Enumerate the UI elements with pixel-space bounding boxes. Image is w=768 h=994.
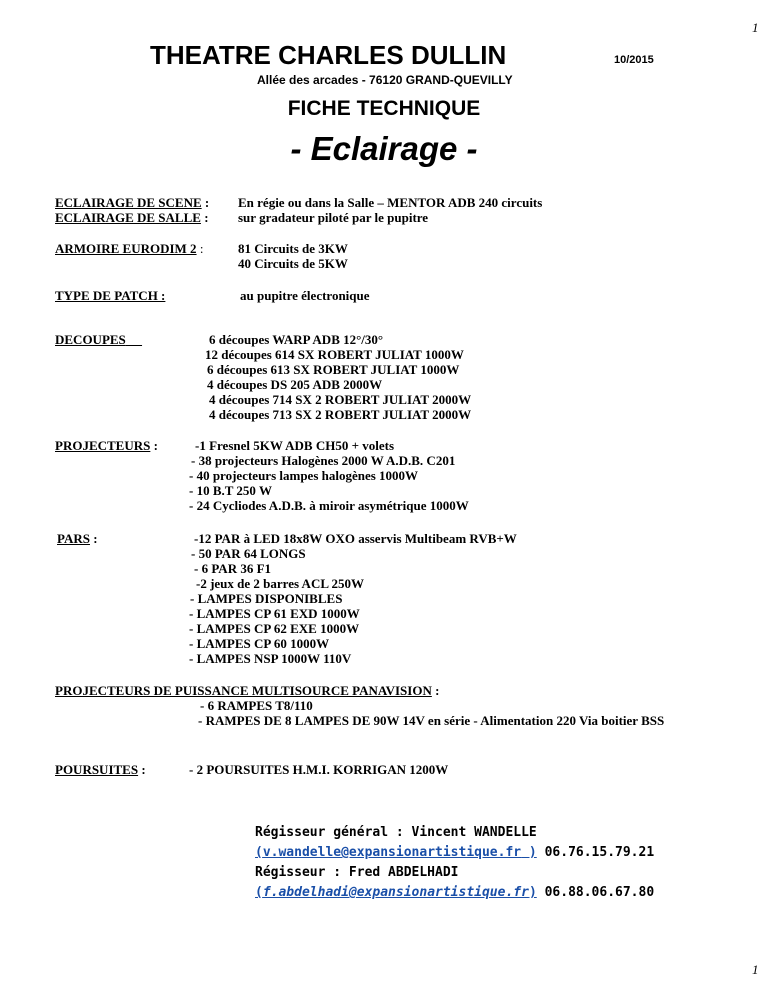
- list-item: -2 jeux de 2 barres ACL 250W: [196, 576, 365, 591]
- pars-list: [189, 531, 517, 666]
- theatre-title: THEATRE CHARLES DULLIN: [150, 40, 507, 70]
- list-item: - LAMPES DISPONIBLES: [190, 591, 343, 606]
- projecteurs-label: PROJECTEURS :: [55, 438, 158, 453]
- list-item: 40 Circuits de 5KW: [238, 256, 348, 271]
- list-item: -12 PAR à LED 18x8W OXO asservis Multibeam RVB+W: [194, 531, 517, 546]
- eclairage-scene-value: En régie ou dans la Salle – MENTOR ADB 240 circuits: [238, 195, 543, 210]
- projecteurs-list: [189, 438, 469, 513]
- list-item: - LAMPES CP 62 EXE 1000W: [189, 621, 360, 636]
- list-item: - 6 RAMPES T8/110: [200, 698, 313, 713]
- regisseur-general: Régisseur général : Vincent WANDELLE: [255, 825, 537, 840]
- list-item: 81 Circuits de 3KW: [238, 241, 348, 256]
- list-item: - LAMPES NSP 1000W 110V: [189, 651, 352, 666]
- list-item: - LAMPES CP 61 EXD 1000W: [189, 606, 360, 621]
- list-item: 4 découpes 714 SX 2 ROBERT JULIAT 2000W: [209, 392, 472, 407]
- contact-line-1: (v.wandelle@expansionartistique.fr ) 06.76.15.79.21: [255, 845, 655, 860]
- list-item: - 6 PAR 36 F1: [194, 561, 272, 576]
- list-item: 12 découpes 614 SX ROBERT JULIAT 1000W: [205, 347, 464, 362]
- poursuites-label: POURSUITES :: [55, 762, 146, 777]
- list-item: - 40 projecteurs lampes halogènes 1000W: [189, 468, 419, 483]
- decoupes-label: DECOUPES: [55, 332, 126, 347]
- email-link-wandelle[interactable]: v.wandelle@expansionartistique.fr: [262, 845, 522, 860]
- patch-label: TYPE DE PATCH :: [55, 288, 166, 303]
- patch-value: au pupitre électronique: [240, 288, 370, 303]
- puissance-label: PROJECTEURS DE PUISSANCE MULTISOURCE PANAVISION :: [55, 683, 440, 698]
- pars-label: PARS :: [57, 531, 98, 546]
- list-item: 4 découpes DS 205 ADB 2000W: [207, 377, 383, 392]
- section-heading: - Eclairage -: [290, 130, 478, 167]
- list-item: 6 découpes 613 SX ROBERT JULIAT 1000W: [207, 362, 460, 377]
- list-item: - 10 B.T 250 W: [189, 483, 272, 498]
- eclairage-salle-value: sur gradateur piloté par le pupitre: [238, 210, 429, 225]
- list-item: 6 découpes WARP ADB 12°/30°: [209, 332, 384, 347]
- document-subtitle: FICHE TECHNIQUE: [287, 97, 481, 120]
- theatre-address: Allée des arcades - 76120 GRAND-QUEVILLY: [257, 73, 513, 87]
- contact-line-2: (f.abdelhadi@expansionartistique.fr) 06.88.06.67.80: [255, 885, 655, 900]
- phone-wandelle: 06.76.15.79.21: [536, 845, 655, 860]
- page-number-top: 1: [752, 20, 759, 35]
- list-item: -1 Fresnel 5KW ADB CH50 + volets: [195, 438, 395, 453]
- list-item: - 50 PAR 64 LONGS: [191, 546, 306, 561]
- poursuites-value: - 2 POURSUITES H.M.I. KORRIGAN 1200W: [189, 762, 449, 777]
- list-item: - 24 Cycliodes A.D.B. à miroir asymétrique 1000W: [189, 498, 469, 513]
- decoupes-list: [205, 332, 471, 422]
- eclairage-scene-label: ECLAIRAGE DE SCENE :: [55, 195, 210, 210]
- puissance-list: [198, 698, 664, 728]
- list-item: - LAMPES CP 60 1000W: [189, 636, 330, 651]
- armoire-label: ARMOIRE EURODIM 2 :: [55, 241, 204, 256]
- regisseur: Régisseur : Fred ABDELHADI: [255, 865, 459, 880]
- list-item: - RAMPES DE 8 LAMPES DE 90W 14V en série - Alimentation 220 Via boitier BSS: [198, 713, 665, 728]
- page-number-bottom: 1: [752, 962, 759, 977]
- contact-block: [255, 823, 654, 903]
- document-date: 10/2015: [614, 54, 654, 66]
- list-item: - 38 projecteurs Halogènes 2000 W A.D.B. C201: [191, 453, 456, 468]
- phone-abdelhadi: 06.88.06.67.80: [536, 885, 655, 900]
- email-link-abdelhadi[interactable]: f.abdelhadi@expansionartistique.fr: [262, 885, 529, 900]
- armoire-list: [238, 241, 348, 271]
- list-item: 4 découpes 713 SX 2 ROBERT JULIAT 2000W: [209, 407, 472, 422]
- eclairage-salle-label: ECLAIRAGE DE SALLE :: [55, 210, 209, 225]
